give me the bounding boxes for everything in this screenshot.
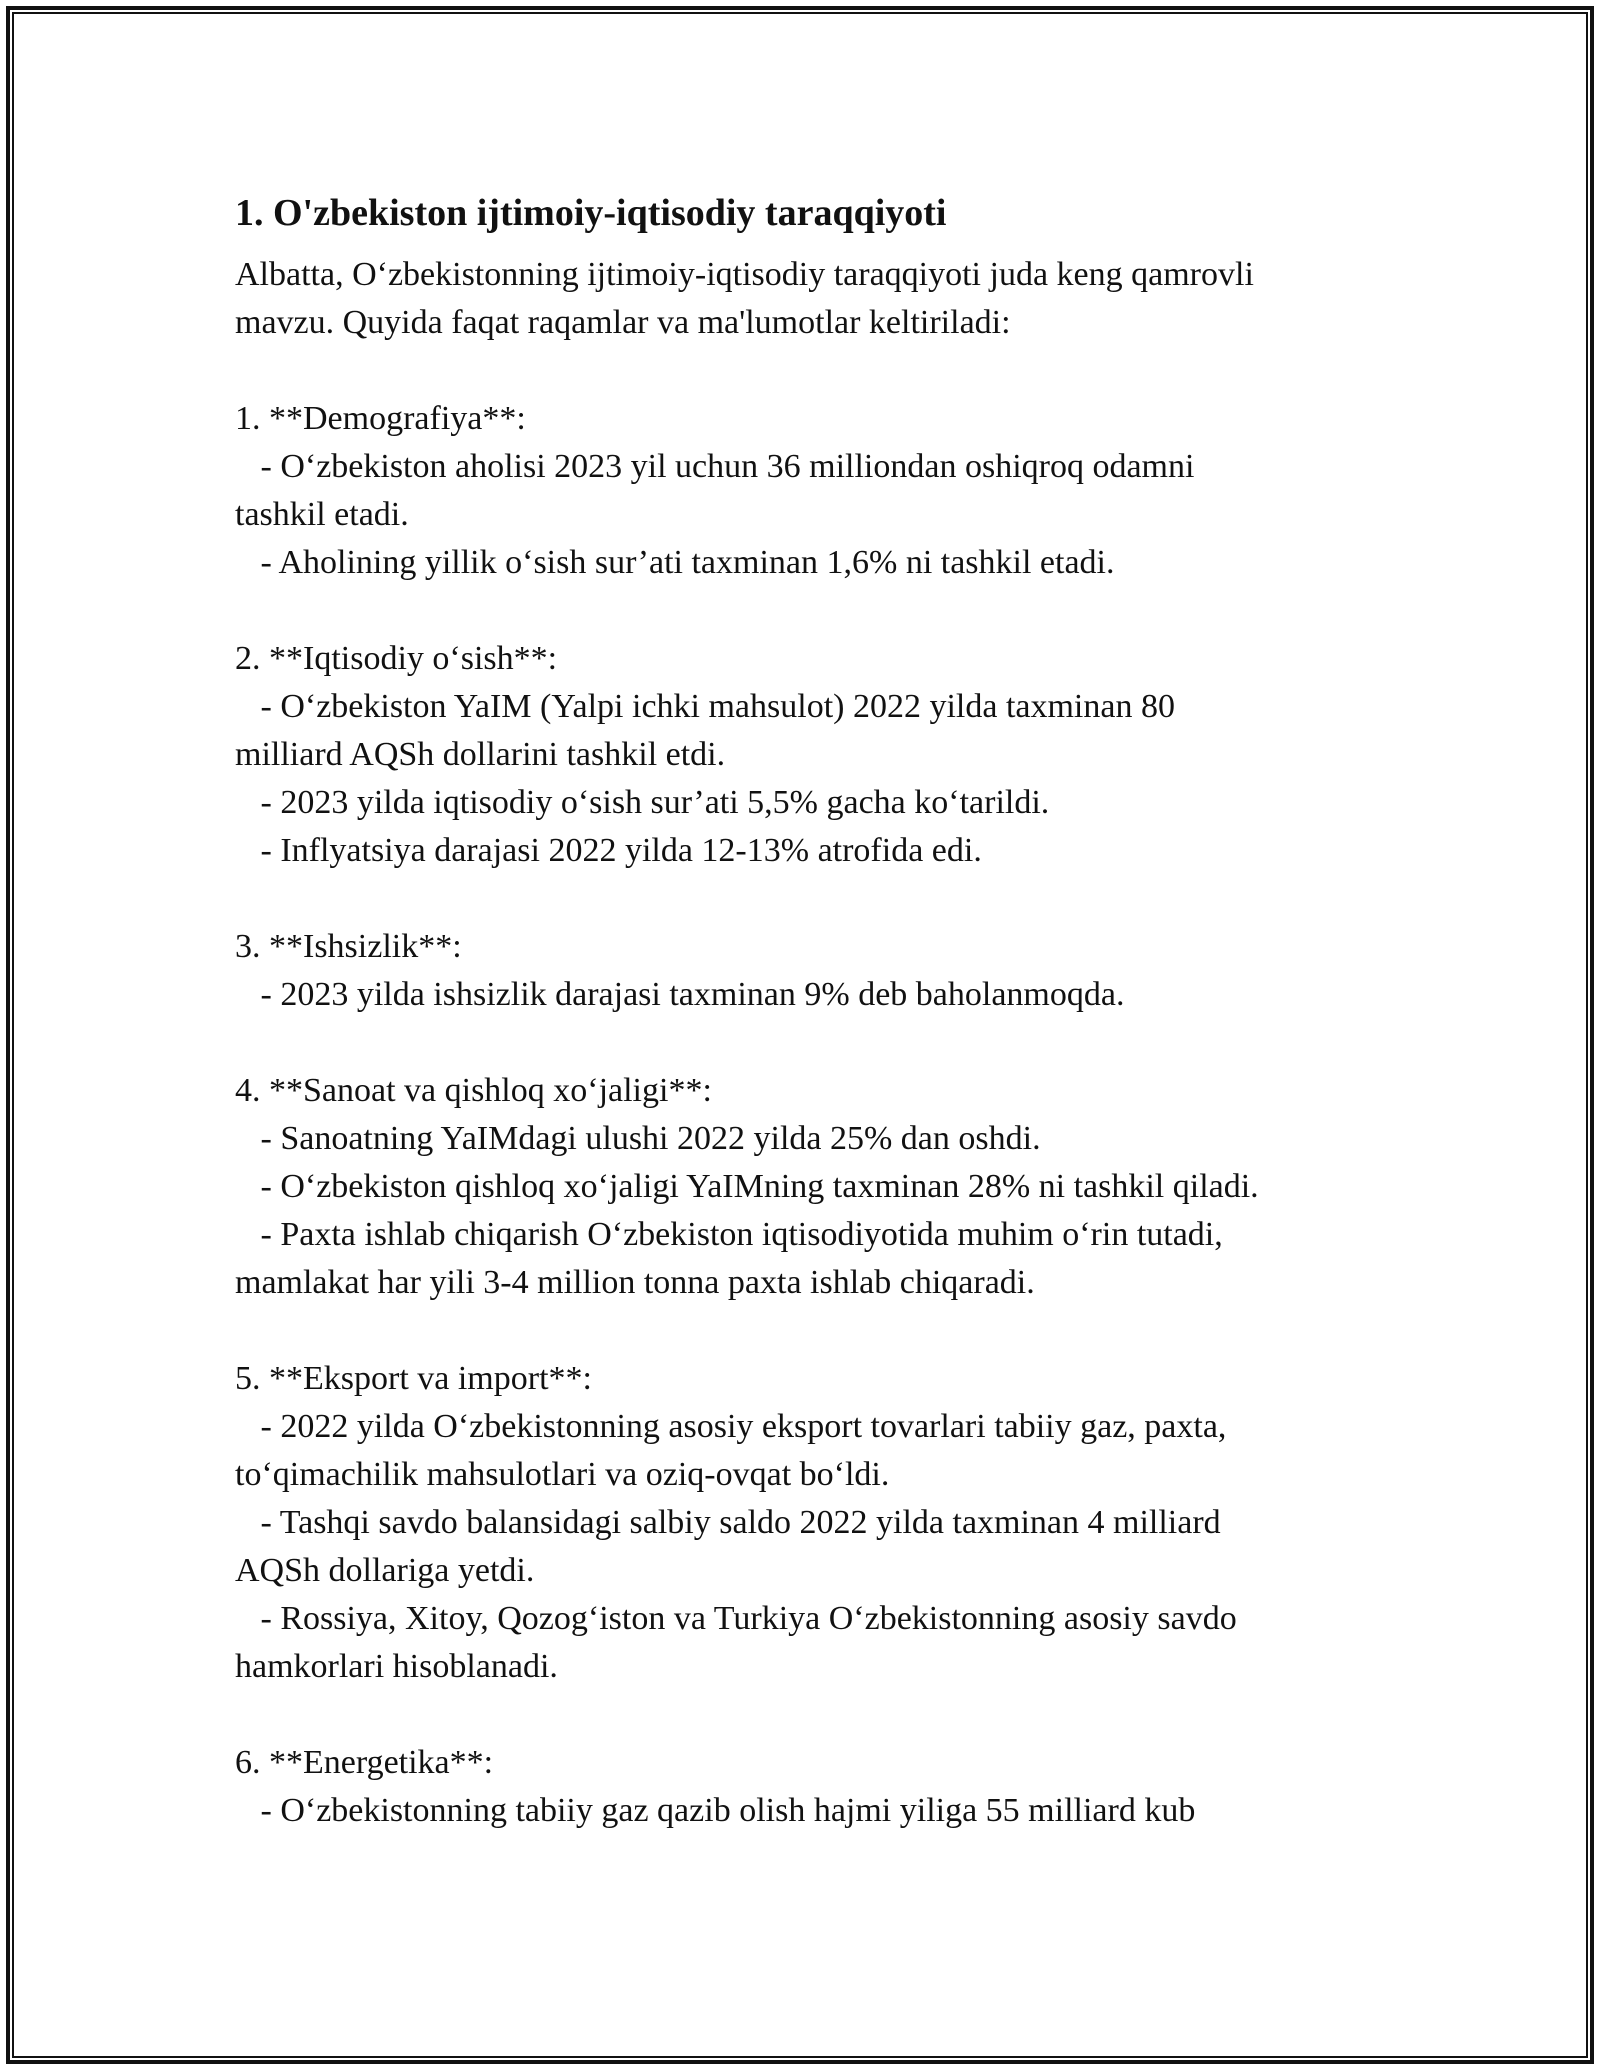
section-line: milliard AQSh dollarini tashkil etdi. — [235, 736, 726, 773]
section-iqtisodiy-osish — [235, 635, 1385, 875]
intro-line: Albatta, O‘zbekistonning ijtimoiy-iqtisodiy taraqqiyoti juda keng qamrovli — [235, 256, 1254, 293]
section-heading: 3. **Ishsizlik**: — [235, 928, 462, 965]
section-line: - Tashqi savdo balansidagi salbiy saldo 2022 yilda taxminan 4 milliard — [235, 1504, 1221, 1541]
section-heading: 1. **Demografiya**: — [235, 400, 526, 437]
section-line: - Aholining yillik o‘sish sur’ati taxminan 1,6% ni tashkil etadi. — [235, 544, 1115, 581]
section-line: - Inflyatsiya darajasi 2022 yilda 12-13% atrofida edi. — [235, 832, 982, 869]
section-heading: 6. **Energetika**: — [235, 1744, 494, 1781]
section-line: - Paxta ishlab chiqarish O‘zbekiston iqtisodiyotida muhim o‘rin tutadi, — [235, 1216, 1223, 1253]
section-heading: 2. **Iqtisodiy o‘sish**: — [235, 640, 558, 677]
section-line: tashkil etadi. — [235, 496, 409, 533]
document-body — [235, 185, 1385, 1835]
intro-paragraph — [235, 251, 1385, 347]
document-title: 1. O'zbekiston ijtimoiy-iqtisodiy taraqqiyoti — [235, 192, 947, 234]
section-line: mamlakat har yili 3-4 million tonna paxta ishlab chiqaradi. — [235, 1264, 1035, 1301]
section-line: - 2023 yilda ishsizlik darajasi taxminan 9% deb baholanmoqda. — [235, 976, 1125, 1013]
section-line: - O‘zbekiston YaIM (Yalpi ichki mahsulot) 2022 yilda taxminan 80 — [235, 688, 1175, 725]
section-sanoat — [235, 1067, 1385, 1307]
section-demografiya — [235, 395, 1385, 587]
section-line: - Sanoatning YaIMdagi ulushi 2022 yilda 25% dan oshdi. — [235, 1120, 1041, 1157]
section-line: - 2022 yilda O‘zbekistonning asosiy eksport tovarlari tabiiy gaz, paxta, — [235, 1408, 1227, 1445]
section-line: to‘qimachilik mahsulotlari va oziq-ovqat bo‘ldi. — [235, 1456, 890, 1493]
section-line: AQSh dollariga yetdi. — [235, 1552, 535, 1589]
section-line: - Rossiya, Xitoy, Qozog‘iston va Turkiya O‘zbekistonning asosiy savdo — [235, 1600, 1237, 1637]
section-line: - O‘zbekiston qishloq xo‘jaligi YaIMning taxminan 28% ni tashkil qiladi. — [235, 1168, 1259, 1205]
section-line: - O‘zbekiston aholisi 2023 yil uchun 36 milliondan oshiqroq odamni — [235, 448, 1195, 485]
section-ishsizlik — [235, 923, 1385, 1019]
section-heading: 5. **Eksport va import**: — [235, 1360, 592, 1397]
intro-line: mavzu. Quyida faqat raqamlar va ma'lumotlar keltiriladi: — [235, 304, 1011, 341]
section-line: - 2023 yilda iqtisodiy o‘sish sur’ati 5,5% gacha ko‘tarildi. — [235, 784, 1050, 821]
section-heading: 4. **Sanoat va qishloq xo‘jaligi**: — [235, 1072, 712, 1109]
section-line: hamkorlari hisoblanadi. — [235, 1648, 558, 1685]
section-energetika — [235, 1739, 1385, 1835]
section-line: - O‘zbekistonning tabiiy gaz qazib olish hajmi yiliga 55 milliard kub — [235, 1792, 1196, 1829]
section-eksport-import — [235, 1355, 1385, 1691]
